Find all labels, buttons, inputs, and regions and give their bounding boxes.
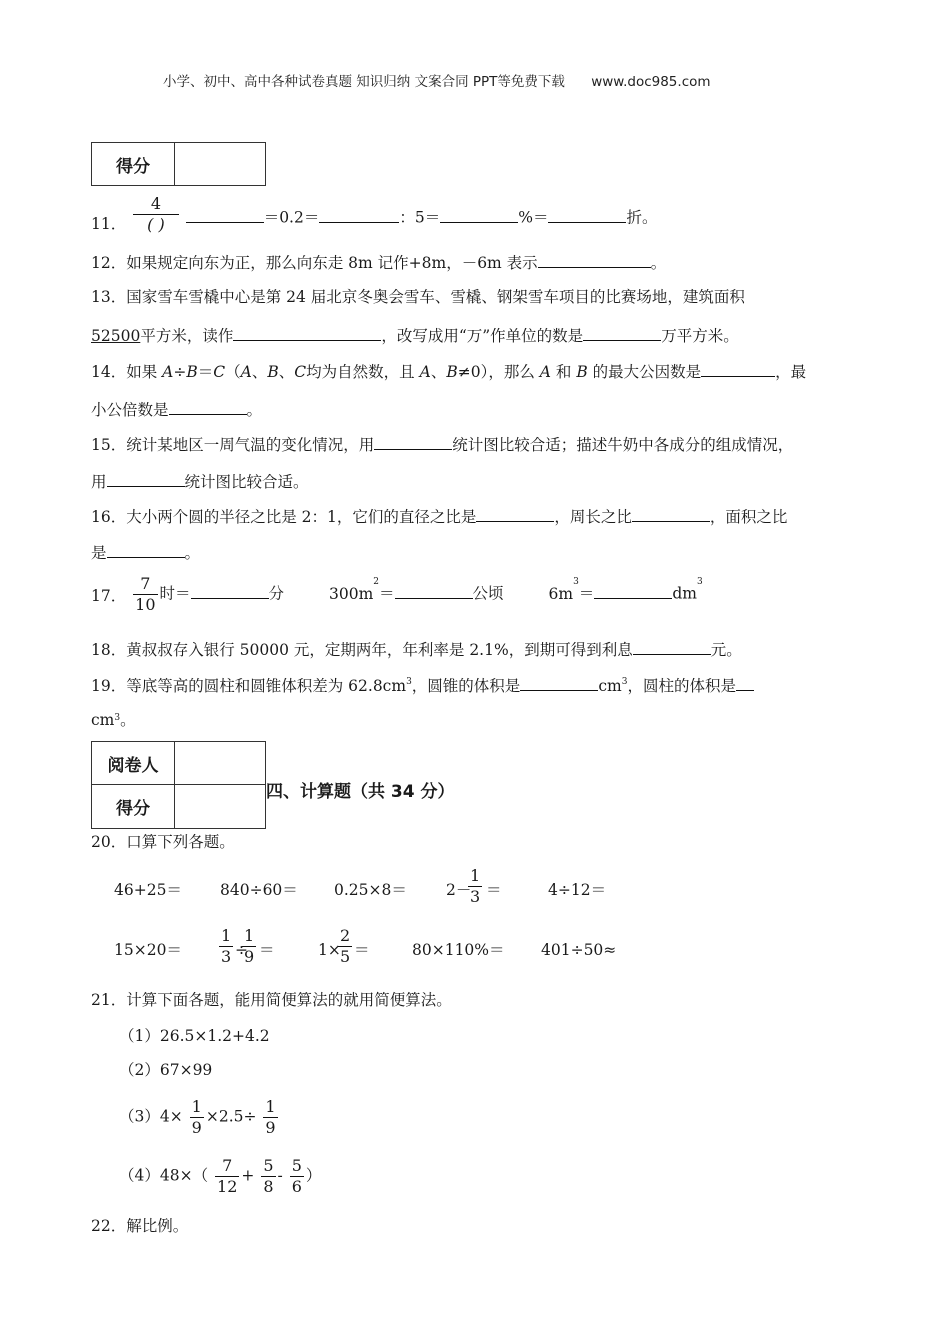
fraction: $\frac{4}{( )}$ — [133, 194, 179, 235]
area-value: 52500 — [91, 327, 141, 345]
answer-blank[interactable] — [583, 324, 661, 341]
question-11: 11． $\frac{4}{( )}$ ＝0.2＝ ：5＝ %＝ 折。 — [91, 194, 658, 234]
reviewer-label: 阅卷人 — [92, 742, 175, 785]
fraction: $\frac{1}{9}$ — [244, 926, 255, 966]
question-13: 13．国家雪车雪橇中心是第 24 届北京冬奥会雪车、雪橇、钢架雪车项目的比赛场地，建筑面积 — [91, 288, 745, 306]
fraction: $\frac{7}{10}$ — [135, 574, 156, 614]
answer-blank[interactable] — [233, 324, 381, 341]
answer-blank[interactable] — [538, 251, 651, 268]
question-21: 21．计算下面各题，能用简便算法的就用简便算法。 — [91, 991, 452, 1009]
score-box-2 — [91, 741, 266, 829]
question-15: 15．统计某地区一周气温的变化情况，用 统计图比较合适；描述牛奶中各成分的组成情况， — [91, 433, 793, 455]
question-16: 16．大小两个圆的半径之比是 2：1，它们的直径之比是 ，周长之比 ，面积之比 — [91, 505, 787, 527]
answer-blank[interactable] — [633, 638, 711, 655]
answer-blank[interactable] — [520, 674, 598, 691]
question-20: 20．口算下列各题。 — [91, 833, 235, 851]
question-14-line-2: 小公倍数是 。 — [91, 398, 262, 420]
fraction: $\frac{1}{3}$ — [470, 866, 481, 906]
answer-blank[interactable] — [701, 360, 775, 377]
answer-blank[interactable] — [594, 582, 672, 599]
fraction: $\frac{5}{6}$ — [291, 1156, 302, 1196]
answer-blank[interactable] — [107, 541, 185, 558]
score-label: 得分 — [92, 143, 175, 185]
question-16-line-2: 是 。 — [91, 541, 200, 563]
answer-blank[interactable] — [440, 206, 518, 223]
score-box-1 — [91, 142, 266, 186]
answer-blank[interactable] — [319, 206, 399, 223]
question-21-part-1: （1）26.5×1.2+4.2 — [119, 1027, 270, 1045]
fraction: $\frac{7}{12}$ — [217, 1156, 238, 1196]
header-text — [163, 70, 711, 90]
section-title: 四、计算题（共 34 分） — [266, 782, 455, 802]
question-17: 17． $\frac{7}{10}$ 时＝ 分 $300m^2=$ 公顷 $6m^3= dm^3$ — [91, 574, 703, 614]
reviewer-cell — [175, 742, 265, 785]
question-21-part-3: （3）4× $\frac{1}{9}$ ×2.5÷ $\frac{1}{9}$ — [119, 1097, 276, 1137]
question-21-part-2: （2）67×99 — [119, 1061, 213, 1079]
answer-blank[interactable] — [548, 206, 626, 223]
fraction: $\frac{2}{5}$ — [340, 926, 351, 966]
fraction: $\frac{1}{3}$ — [221, 926, 232, 966]
header-title: 小学、初中、高中各种试卷真题 知识归纳 文案合同 PPT等免费下载 — [163, 74, 565, 90]
question-14: 14．如果 A÷B＝C（A、B、C均为自然数，且 A、B≠0），那么 A 和 B 的最大公因数是 ，最 — [91, 360, 806, 382]
answer-blank[interactable] — [169, 398, 247, 415]
question-12: 12．如果规定向东为正，那么向东走 8m 记作+8m，－6m 表示 。 — [91, 251, 666, 273]
question-13-line-2: 52500平方米，读作 ，改写成用“万”作单位的数是 万平方米。 — [91, 324, 739, 346]
answer-blank[interactable] — [374, 433, 452, 450]
header-url: www.doc985.com — [591, 74, 711, 90]
question-19: 19．等底等高的圆柱和圆锥体积差为 $62.8cm^3$，圆锥的体积是 $cm^3$，圆柱的体积是 — [91, 674, 754, 696]
score-label: 得分 — [92, 785, 175, 828]
question-22: 22．解比例。 — [91, 1217, 189, 1235]
answer-blank[interactable] — [632, 505, 710, 522]
question-19-line-2: $cm^3$。 — [91, 711, 136, 729]
answer-blank[interactable] — [736, 674, 754, 691]
answer-blank[interactable] — [476, 505, 554, 522]
fraction: $\frac{1}{9}$ — [191, 1097, 202, 1137]
answer-blank[interactable] — [107, 470, 185, 487]
fraction: $\frac{1}{9}$ — [265, 1097, 276, 1137]
fraction: $\frac{5}{8}$ — [263, 1156, 274, 1196]
question-15-line-2: 用 统计图比较合适。 — [91, 470, 309, 492]
answer-blank[interactable] — [191, 582, 269, 599]
answer-blank[interactable] — [395, 582, 473, 599]
question-21-part-4: （4）48×（ $\frac{7}{12}$ + $\frac{5}{8}$ - $\frac{5}{6}$ ） — [119, 1156, 322, 1196]
question-18: 18．黄叔叔存入银行 50000 元，定期两年，年利率是 2.1%，到期可得到利息 元。 — [91, 638, 742, 660]
answer-blank[interactable] — [186, 206, 264, 223]
